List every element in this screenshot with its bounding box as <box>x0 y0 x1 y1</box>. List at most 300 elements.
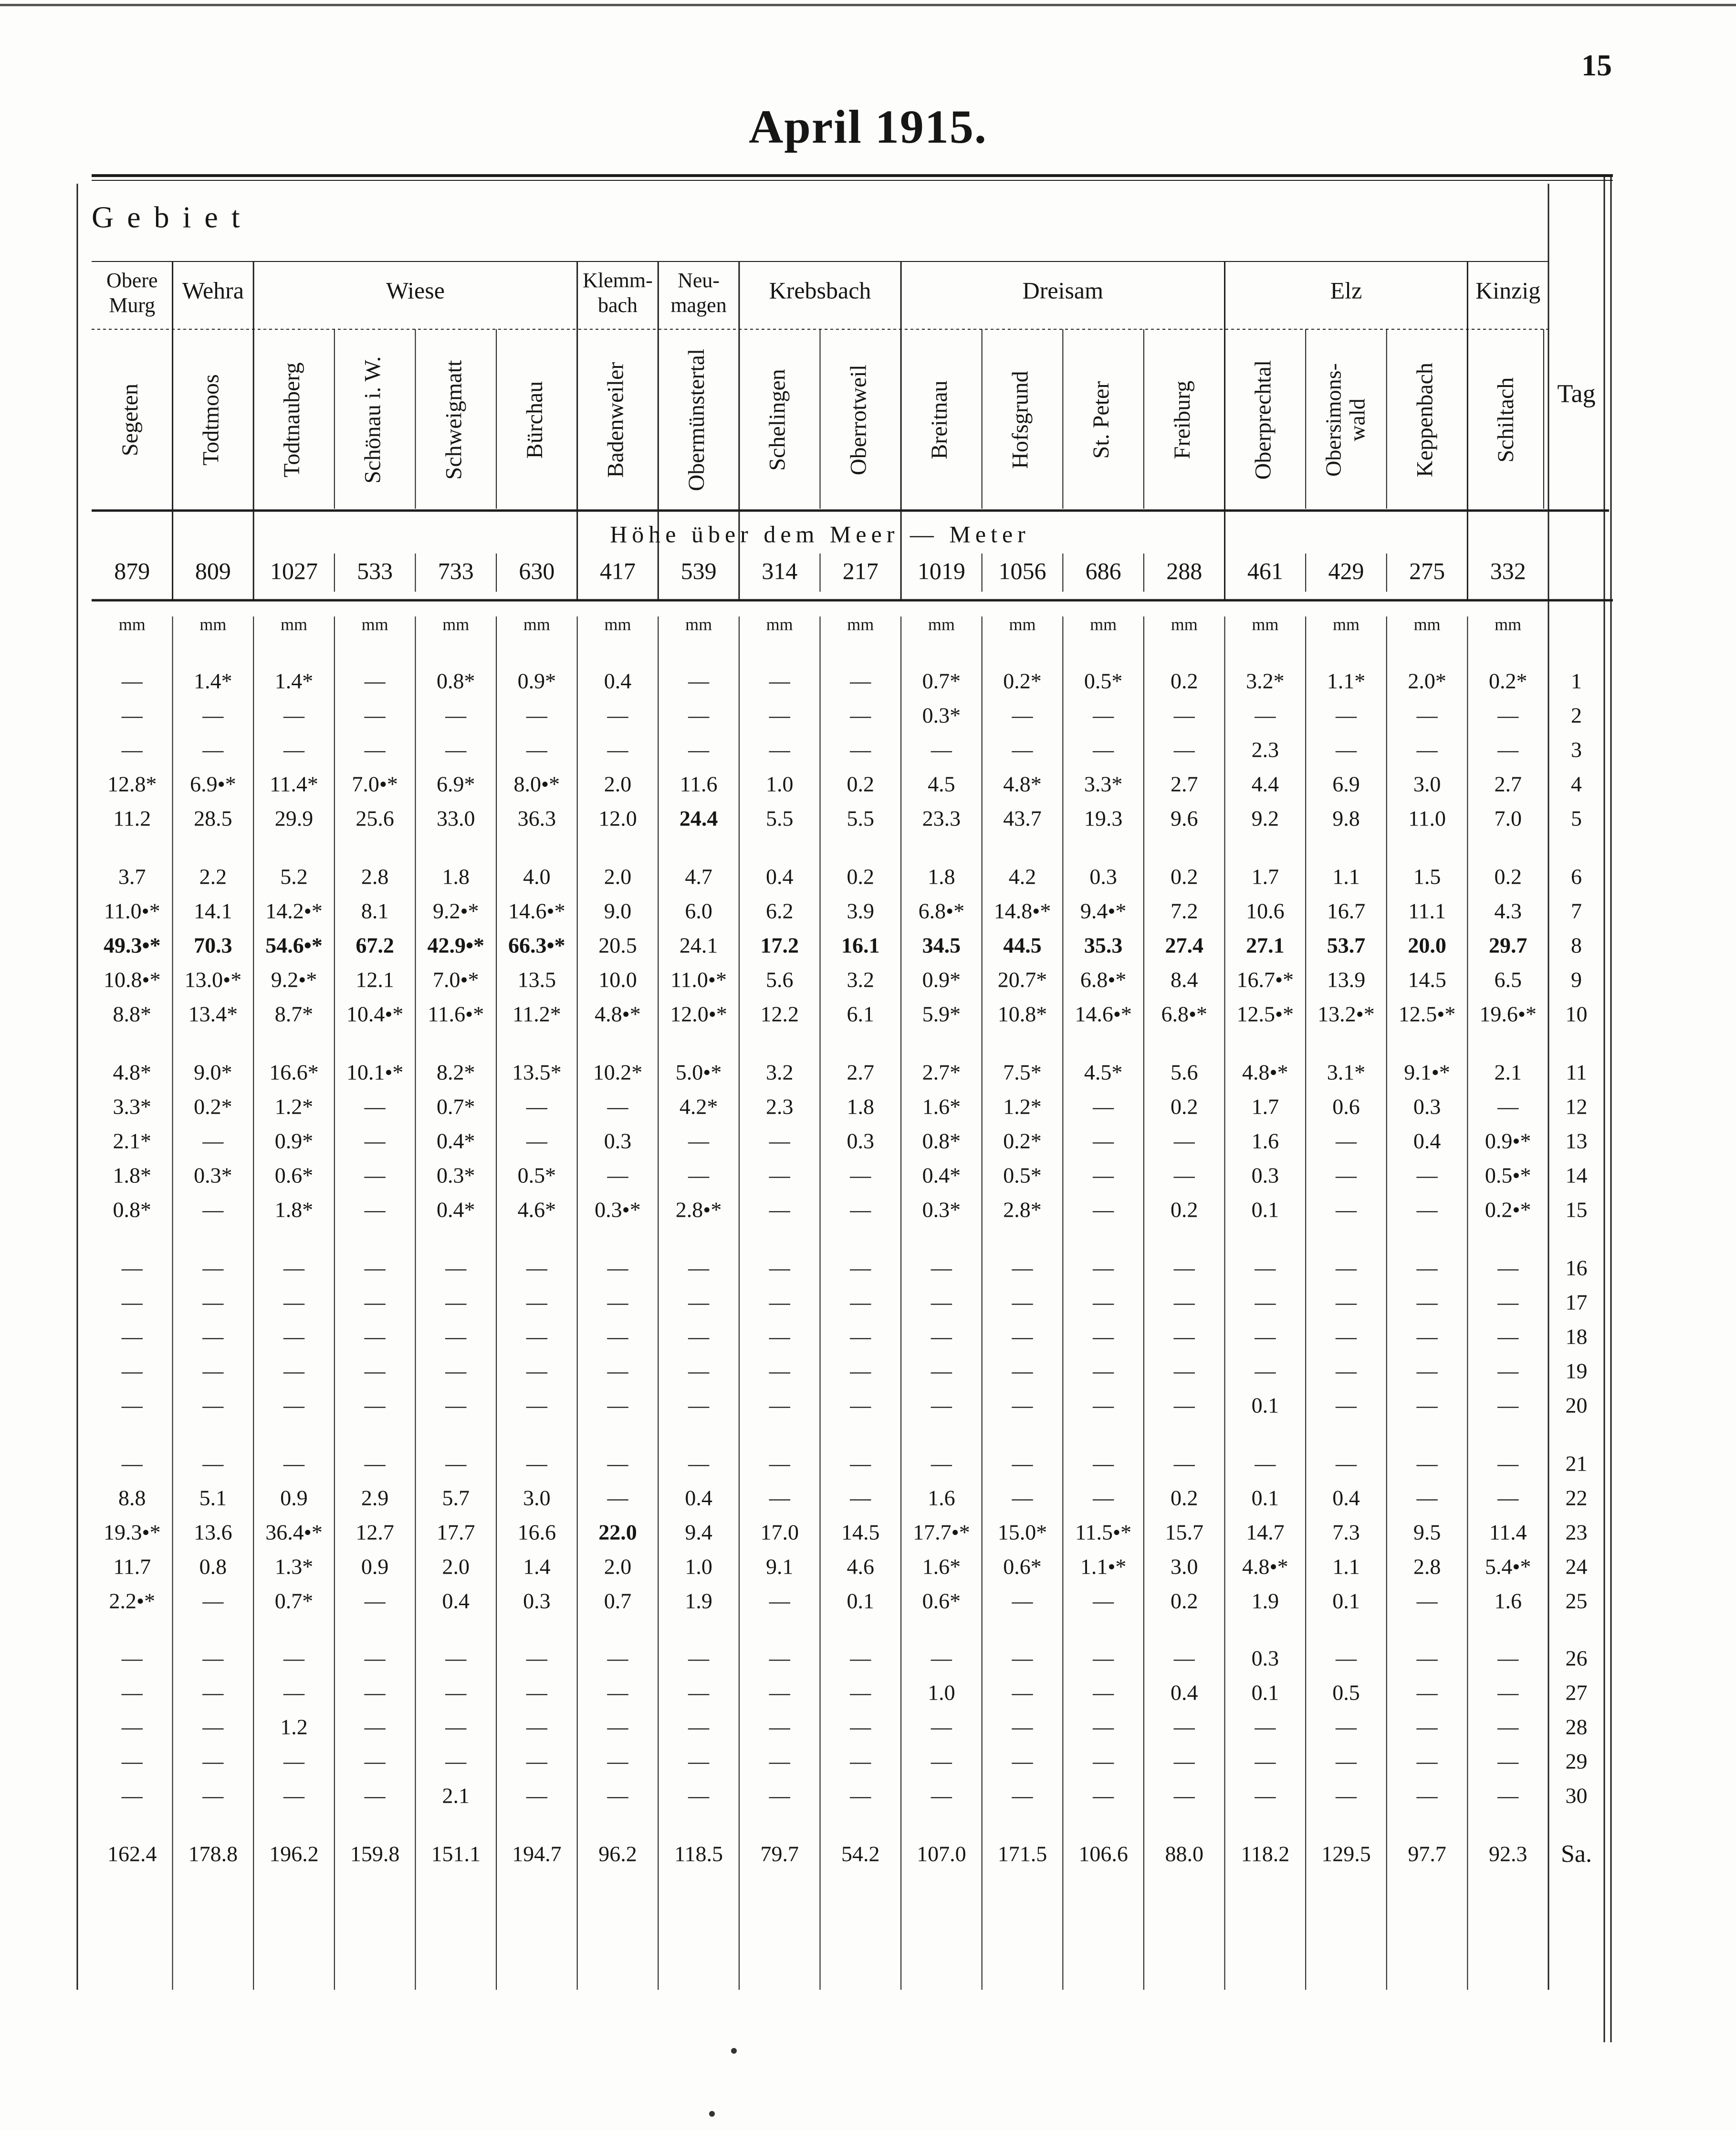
precip-value: 5.2 <box>280 864 308 889</box>
precip-value: — <box>1012 1256 1033 1280</box>
precip-value: 0.8 <box>199 1554 227 1579</box>
precip-value: — <box>1416 1256 1438 1280</box>
day-number: 27 <box>1565 1680 1588 1705</box>
precip-value: — <box>850 1647 871 1671</box>
precip-value: — <box>1335 1198 1357 1222</box>
precip-value: 14.5 <box>1408 967 1446 992</box>
precip-value: 12.2 <box>760 1002 799 1026</box>
precip-value: 25.6 <box>356 806 394 831</box>
precip-value: — <box>1012 1589 1033 1613</box>
precip-value: — <box>607 1715 628 1739</box>
precip-value: 22.0 <box>598 1520 637 1545</box>
precip-value: 11.2* <box>512 1002 561 1026</box>
precip-value: 11.0•* <box>104 898 160 923</box>
precip-value: — <box>202 1256 224 1280</box>
precip-value: 0.8* <box>113 1197 152 1222</box>
precip-value: — <box>445 1647 467 1671</box>
precip-value: — <box>607 1394 628 1418</box>
precip-value: 6.1 <box>847 1002 875 1026</box>
precip-value: 0.2* <box>1488 669 1527 693</box>
group-header: Krebsbach <box>769 277 871 304</box>
precip-value: — <box>1012 1681 1033 1705</box>
unit-label: mm <box>928 615 955 634</box>
unit-label: mm <box>118 615 146 634</box>
precip-value: — <box>1093 1647 1114 1671</box>
precip-value: 0.2 <box>847 864 875 889</box>
precip-value: 0.3•* <box>595 1197 641 1222</box>
unit-label: mm <box>604 615 631 634</box>
unit-label: mm <box>847 615 874 634</box>
day-header: Tag <box>1557 379 1596 408</box>
precip-value: — <box>445 704 467 728</box>
precip-value: 1.6* <box>922 1554 961 1579</box>
precip-value: — <box>1335 1647 1357 1671</box>
precip-value: 27.1 <box>1246 933 1285 958</box>
precip-value: — <box>526 1750 547 1774</box>
precip-value: — <box>1093 1359 1114 1383</box>
precip-value: — <box>931 1394 952 1418</box>
unit-label: mm <box>1413 615 1441 634</box>
precip-value: 3.3* <box>113 1094 152 1119</box>
precip-value: 0.3* <box>922 703 961 728</box>
station-elevation: 686 <box>1085 557 1121 585</box>
precip-value: 0.4* <box>922 1163 961 1188</box>
precip-value: 1.2* <box>1003 1094 1042 1119</box>
precip-value: — <box>121 1681 143 1705</box>
precip-value: 8.7* <box>274 1002 314 1026</box>
precip-value: — <box>202 1715 224 1739</box>
precip-value: — <box>1335 1750 1357 1774</box>
precip-value: — <box>1335 704 1357 728</box>
precip-value: — <box>526 1359 547 1383</box>
precip-value: — <box>688 1164 710 1188</box>
precip-value: — <box>688 1325 710 1349</box>
precip-value: 0.2* <box>1003 669 1042 693</box>
precip-value: 17.2 <box>760 933 799 958</box>
precip-value: 11.5•* <box>1075 1520 1132 1545</box>
precip-value: 19.3•* <box>104 1520 161 1545</box>
precip-value: 0.7* <box>274 1588 314 1613</box>
precip-value: 3.0 <box>1171 1554 1198 1579</box>
precip-value: 0.7* <box>437 1094 475 1119</box>
sum-value: 171.5 <box>997 1841 1047 1866</box>
precip-value: — <box>1416 1394 1438 1418</box>
precip-value: — <box>1497 1647 1519 1671</box>
precip-value: 10.4•* <box>346 1002 404 1026</box>
precip-value: — <box>688 1129 710 1153</box>
precip-value: 5.5 <box>765 806 794 831</box>
precip-value: — <box>1497 738 1519 762</box>
precip-value: — <box>1255 1291 1276 1315</box>
precip-value: 6.5 <box>1494 967 1522 992</box>
precip-value: 1.4* <box>194 669 232 693</box>
precip-value: 0.5•* <box>1485 1163 1531 1188</box>
precip-value: 9.2•* <box>432 898 479 923</box>
precip-value: 0.7 <box>604 1588 632 1613</box>
precip-value: — <box>1093 1784 1114 1808</box>
precip-value: 0.5* <box>1084 669 1123 693</box>
precip-value: — <box>607 1359 628 1383</box>
precip-value: 1.6 <box>928 1485 955 1510</box>
precip-value: 16.6* <box>269 1060 319 1085</box>
precip-value: 0.5 <box>1332 1680 1360 1705</box>
precip-value: — <box>526 1394 547 1418</box>
precip-value: — <box>1255 1452 1276 1476</box>
precip-value: 7.0 <box>1494 806 1522 831</box>
precip-value: 8.1 <box>361 898 389 923</box>
station-name: Hofsgrund <box>1007 371 1033 469</box>
sum-value: 106.6 <box>1078 1841 1128 1866</box>
precip-value: — <box>931 1256 952 1280</box>
precip-value: 0.6* <box>274 1163 314 1188</box>
precip-value: 0.2 <box>1171 1197 1198 1222</box>
station-name: Schelingen <box>764 369 790 471</box>
unit-label: mm <box>766 615 793 634</box>
precip-value: — <box>1335 1256 1357 1280</box>
precip-value: 1.6* <box>922 1094 961 1119</box>
precip-value: — <box>931 1647 952 1671</box>
precip-value: 11.0 <box>1408 806 1446 831</box>
precip-value: — <box>688 1256 710 1280</box>
unit-label: mm <box>1009 615 1036 634</box>
precip-value: — <box>1335 1291 1357 1315</box>
group-header: Obere <box>106 269 158 292</box>
precip-value: 1.4* <box>274 669 314 693</box>
precip-value: — <box>1335 1359 1357 1383</box>
station-elevation: 275 <box>1409 557 1445 585</box>
precip-value: — <box>526 1647 547 1671</box>
precip-value: 4.0 <box>523 864 551 889</box>
day-number: 14 <box>1565 1163 1588 1188</box>
precip-value: — <box>1173 738 1195 762</box>
precip-value: 4.5* <box>1084 1060 1123 1085</box>
precip-value: 0.7* <box>922 669 961 693</box>
precip-value: — <box>283 1256 305 1280</box>
precip-value: — <box>850 1452 871 1476</box>
precip-value: 4.6* <box>517 1197 556 1222</box>
precip-value: — <box>121 1359 143 1383</box>
precip-value: 12.7 <box>356 1520 394 1545</box>
station-elevation: 539 <box>680 557 717 585</box>
unit-label: mm <box>1332 615 1360 634</box>
precip-value: — <box>283 738 305 762</box>
precip-value: — <box>364 1589 386 1613</box>
precip-value: — <box>1093 1486 1114 1510</box>
precip-value: — <box>1497 1715 1519 1739</box>
precip-value: — <box>526 1452 547 1476</box>
day-number: 8 <box>1571 933 1582 958</box>
precip-value: 43.7 <box>1003 806 1042 831</box>
station-elevation: 429 <box>1328 557 1364 585</box>
precip-value: — <box>364 1325 386 1349</box>
precip-value: — <box>850 1291 871 1315</box>
group-header: Neu- <box>678 269 720 292</box>
station-name: Todtmoos <box>198 374 224 466</box>
group-header: Wiese <box>386 277 445 304</box>
precip-value: 4.2 <box>1008 864 1036 889</box>
group-header: Dreisam <box>1022 277 1104 304</box>
precip-value: — <box>364 1359 386 1383</box>
precip-value: 7.0•* <box>432 967 479 992</box>
precip-value: — <box>1416 1750 1438 1774</box>
precip-value: — <box>1173 1452 1195 1476</box>
precip-value: 8.0•* <box>513 772 560 796</box>
precip-value: 9.0 <box>604 898 632 923</box>
group-header: Kinzig <box>1475 277 1541 304</box>
precip-value: — <box>1497 1750 1519 1774</box>
precip-value: — <box>121 1784 143 1808</box>
precip-value: 0.5* <box>1003 1163 1042 1188</box>
precip-value: — <box>202 1394 224 1418</box>
precip-value: 4.7 <box>685 864 712 889</box>
precip-value: — <box>607 1325 628 1349</box>
station-elevation: 630 <box>519 557 555 585</box>
day-number: 20 <box>1565 1393 1588 1418</box>
precip-value: 11.6•* <box>428 1002 484 1026</box>
precip-value: 2.0 <box>604 1554 632 1579</box>
precip-value: 1.6 <box>1251 1128 1279 1153</box>
precip-value: — <box>364 1715 386 1739</box>
precip-value: 0.3* <box>922 1197 961 1222</box>
precip-value: — <box>445 738 467 762</box>
station-elevation: 533 <box>357 557 393 585</box>
station-elevation: 314 <box>762 557 798 585</box>
precip-value: 12.0 <box>598 806 637 831</box>
precip-value: 53.7 <box>1327 933 1366 958</box>
precip-value: 13.5* <box>512 1060 562 1085</box>
precip-value: — <box>526 1291 547 1315</box>
precip-value: 14.8•* <box>993 898 1051 923</box>
sum-value: 178.8 <box>188 1841 238 1866</box>
precip-value: — <box>688 669 710 693</box>
precip-value: 11.6 <box>680 772 718 796</box>
precip-value: — <box>1497 1095 1519 1119</box>
precip-value: — <box>688 738 710 762</box>
precip-value: 2.7 <box>1494 772 1522 796</box>
precip-value: 35.3 <box>1084 933 1123 958</box>
precip-value: 17.7 <box>437 1520 475 1545</box>
precip-value: 4.2* <box>679 1094 718 1119</box>
precip-value: — <box>202 704 224 728</box>
precip-value: — <box>607 1256 628 1280</box>
precip-value: 0.4* <box>437 1128 475 1153</box>
precip-value: 0.8* <box>437 669 475 693</box>
precip-value: — <box>1093 1589 1114 1613</box>
precip-value: — <box>283 1647 305 1671</box>
day-number: 26 <box>1565 1646 1588 1671</box>
precip-value: 0.2* <box>194 1094 232 1119</box>
precip-value: — <box>769 1256 790 1280</box>
precip-value: 67.2 <box>356 933 394 958</box>
precip-value: — <box>1497 1325 1519 1349</box>
precip-value: 2.1 <box>442 1783 470 1808</box>
station-name: Segeten <box>117 384 143 456</box>
precip-value: — <box>769 1325 790 1349</box>
precip-value: — <box>364 1452 386 1476</box>
precip-value: 1.8* <box>274 1197 314 1222</box>
precip-value: — <box>607 1452 628 1476</box>
precip-value: 13.5 <box>517 967 556 992</box>
day-number: 29 <box>1565 1749 1588 1774</box>
precip-value: — <box>769 1784 790 1808</box>
precip-value: 0.2 <box>1494 864 1522 889</box>
precip-value: — <box>202 1198 224 1222</box>
precip-value: 1.0 <box>685 1554 712 1579</box>
precip-value: 16.7 <box>1327 898 1366 923</box>
precip-value: — <box>769 738 790 762</box>
precip-value: 54.6•* <box>265 933 323 958</box>
precip-value: 3.2* <box>1246 669 1285 693</box>
precip-value: — <box>769 1486 790 1510</box>
precip-value: 20.0 <box>1408 933 1446 958</box>
day-number: 22 <box>1565 1485 1588 1510</box>
precip-value: — <box>1093 1750 1114 1774</box>
station-name: St. Peter <box>1088 381 1114 459</box>
precip-value: 0.3 <box>604 1128 632 1153</box>
sum-value: 159.8 <box>350 1841 400 1866</box>
precip-value: 9.8 <box>1332 806 1360 831</box>
precip-value: 5.4•* <box>1485 1554 1531 1579</box>
day-number: 19 <box>1565 1358 1588 1383</box>
precip-value: — <box>1012 1291 1033 1315</box>
precip-value: — <box>1255 704 1276 728</box>
precip-value: 2.7 <box>1171 772 1198 796</box>
precip-value: — <box>1497 1452 1519 1476</box>
precip-value: — <box>1497 704 1519 728</box>
precip-value: 4.8•* <box>1242 1060 1288 1085</box>
precip-value: 1.7 <box>1251 1094 1279 1119</box>
precip-value: 10.8* <box>997 1002 1047 1026</box>
precip-value: 1.0 <box>928 1680 955 1705</box>
precip-value: — <box>1012 1452 1033 1476</box>
precip-value: — <box>526 704 547 728</box>
precip-value: 2.7 <box>847 1060 875 1085</box>
precip-value: 10.6 <box>1246 898 1285 923</box>
precip-value: 0.3 <box>523 1588 551 1613</box>
station-elevation: 1056 <box>998 557 1046 585</box>
day-number: 18 <box>1565 1324 1588 1349</box>
precip-value: — <box>445 1452 467 1476</box>
station-elevation: 809 <box>195 557 231 585</box>
station-elevation: 879 <box>114 557 150 585</box>
precip-value: — <box>445 1256 467 1280</box>
precip-value: 11.2 <box>113 806 151 831</box>
precip-value: — <box>202 1291 224 1315</box>
station-name: Obersimons- <box>1321 363 1346 477</box>
precip-value: 4.6 <box>847 1554 875 1579</box>
precip-value: — <box>283 1394 305 1418</box>
precip-value: 44.5 <box>1003 933 1042 958</box>
precip-value: 0.2 <box>1171 669 1198 693</box>
precip-value: 4.8* <box>1003 772 1042 796</box>
precip-value: 3.9 <box>847 898 875 923</box>
station-name: Breitnau <box>926 380 952 460</box>
precip-value: — <box>688 1715 710 1739</box>
precip-value: 1.2 <box>280 1714 308 1739</box>
precip-value: 19.3 <box>1084 806 1123 831</box>
precip-value: — <box>688 704 710 728</box>
precip-value: 1.8* <box>113 1163 152 1188</box>
precip-value: — <box>526 1784 547 1808</box>
precip-value: 49.3•* <box>104 933 161 958</box>
precip-value: — <box>283 704 305 728</box>
sum-value: 97.7 <box>1408 1841 1446 1866</box>
precip-value: 13.0•* <box>184 967 242 992</box>
precip-value: — <box>769 1647 790 1671</box>
precip-value: 9.2•* <box>271 967 317 992</box>
unit-label: mm <box>199 615 227 634</box>
precip-value: — <box>1093 1198 1114 1222</box>
day-number: 17 <box>1565 1290 1588 1315</box>
precip-value: — <box>1255 1359 1276 1383</box>
day-number: 6 <box>1571 864 1582 889</box>
precip-value: — <box>607 1291 628 1315</box>
precip-value: 5.1 <box>199 1485 227 1510</box>
precip-value: — <box>850 704 871 728</box>
precip-value: 4.3 <box>1494 898 1522 923</box>
precip-value: — <box>1497 1359 1519 1383</box>
precip-value: — <box>1012 1750 1033 1774</box>
precip-value: 36.3 <box>517 806 556 831</box>
precip-value: 4.8•* <box>595 1002 641 1026</box>
group-header: magen <box>670 293 727 317</box>
station-name: Schweigmatt <box>441 360 467 480</box>
precip-value: — <box>121 669 143 693</box>
precip-value: — <box>1255 1715 1276 1739</box>
precip-value: — <box>1012 1394 1033 1418</box>
precip-value: 2.9 <box>361 1485 389 1510</box>
precip-value: 0.3* <box>194 1163 232 1188</box>
precip-value: — <box>688 1784 710 1808</box>
page-title: April 1915. <box>749 100 987 153</box>
station-name: wald <box>1345 398 1370 441</box>
precip-value: 0.3 <box>1089 864 1117 889</box>
day-number: 9 <box>1571 967 1582 992</box>
day-number: 24 <box>1565 1554 1588 1579</box>
precip-value: 0.4* <box>437 1197 475 1222</box>
precip-value: 4.8* <box>113 1060 152 1085</box>
precip-value: 17.7•* <box>913 1520 970 1545</box>
station-elevation: 288 <box>1166 557 1203 585</box>
precip-value: 0.2 <box>847 772 875 796</box>
precip-value: 2.8* <box>1003 1197 1042 1222</box>
precip-value: — <box>1416 1198 1438 1222</box>
precip-value: — <box>688 1394 710 1418</box>
precip-value: — <box>1416 1164 1438 1188</box>
precip-value: — <box>1416 1325 1438 1349</box>
precip-value: 1.8 <box>928 864 955 889</box>
sum-value: 79.7 <box>760 1841 799 1866</box>
precip-value: — <box>283 1784 305 1808</box>
precip-value: — <box>1093 1164 1114 1188</box>
precip-value: — <box>1012 1784 1033 1808</box>
precip-value: — <box>769 1589 790 1613</box>
group-header: Murg <box>109 293 156 317</box>
precip-value: 4.8•* <box>1242 1554 1288 1579</box>
precip-value: — <box>688 1681 710 1705</box>
precip-value: — <box>364 1394 386 1418</box>
station-name: Freiburg <box>1169 380 1195 460</box>
precip-value: — <box>1012 1715 1033 1739</box>
precip-value: — <box>1335 1129 1357 1153</box>
precip-value: 16.6 <box>517 1520 556 1545</box>
precip-value: 5.0•* <box>675 1060 722 1085</box>
sum-value: 107.0 <box>917 1841 966 1866</box>
precip-value: — <box>931 1359 952 1383</box>
precip-value: 13.2•* <box>1318 1002 1375 1026</box>
precip-value: 1.5 <box>1413 864 1441 889</box>
precip-value: — <box>283 1325 305 1349</box>
